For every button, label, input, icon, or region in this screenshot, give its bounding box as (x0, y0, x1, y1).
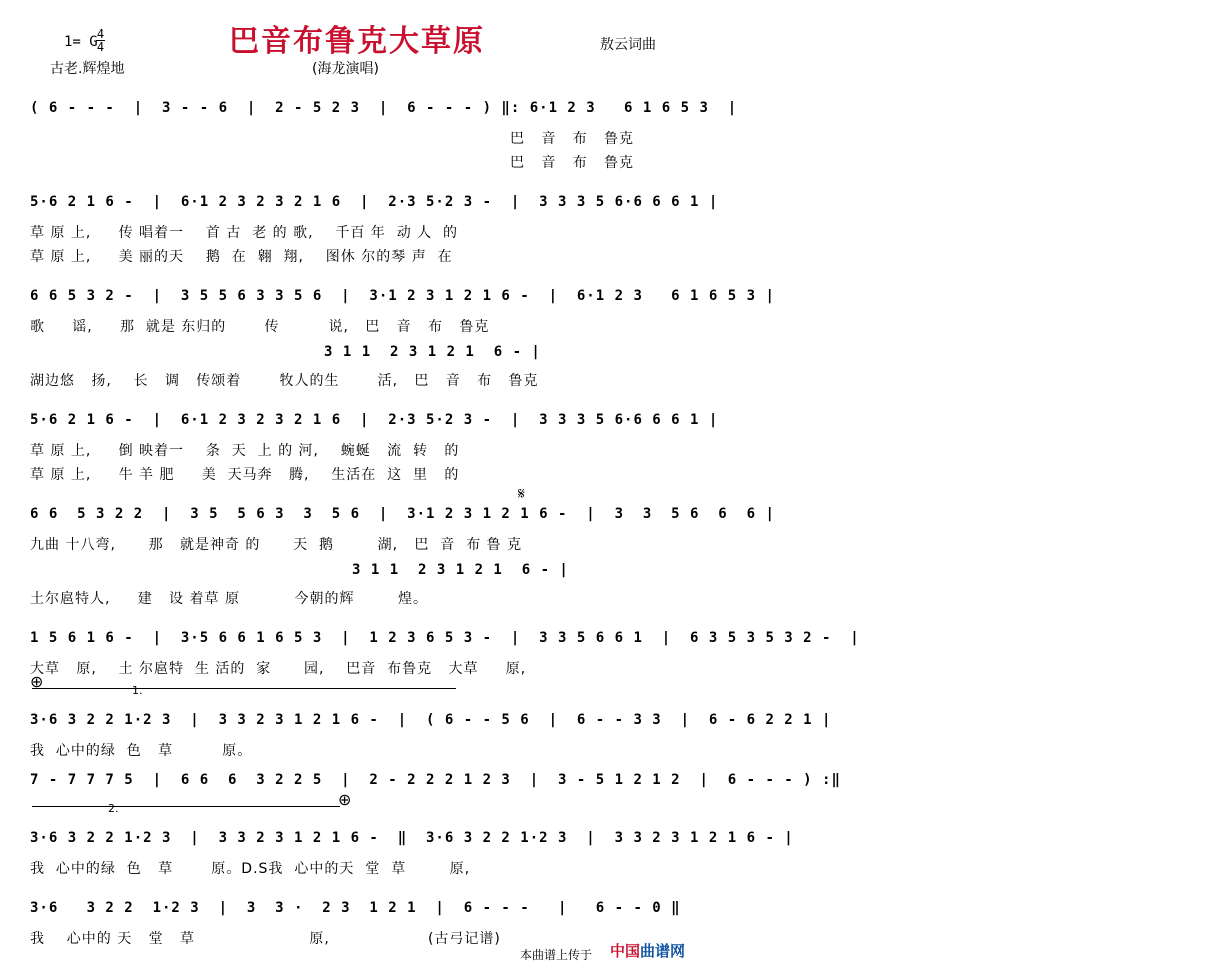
site-logo-red: 中国 (610, 942, 641, 960)
singer: (海龙演唱) (312, 61, 379, 77)
notation-line: ( 6 - - - | 3 - - 6 | 2 - 5 2 3 | 6 - - - ) ‖: 6·1 2 3 6 1 6 5 3 | (30, 100, 738, 116)
notation-line: 1 5 6 1 6 - | 3·5 6 6 1 6 5 3 | 1 2 3 6 5 3 - | 3 3 5 6 6 1 | 6 3 5 3 5 3 2 - | (30, 630, 860, 646)
coda-marker-2: ⊕ (338, 790, 352, 809)
footer-text: 本曲谱上传于 (520, 948, 593, 962)
time-signature (96, 28, 105, 53)
lyric-line: 九曲 十八弯, 那 就是神奇 的 天 鹅 湖, 巴 音 布 鲁 克 (30, 537, 523, 553)
lyric-line: 草 原 上, 美 丽的天 鹅 在 翱 翔, 图休 尔的琴 声 在 (30, 249, 453, 265)
lyric-line: 巴 音 布 鲁克 (510, 131, 635, 147)
lyric-line: 草 原 上, 倒 映着一 条 天 上 的 河, 蜿蜒 流 转 的 (30, 443, 460, 459)
notation-line: 7 - 7 7 7 5 | 6 6 6 3 2 2 5 | 2 - 2 2 2 1 2 3 | 3 - 5 1 2 1 2 | 6 - - - ) :‖ (30, 772, 841, 788)
composer: 敖云词曲 (600, 37, 656, 53)
key-signature: 1= G (64, 34, 98, 50)
lyric-line: 草 原 上, 传 唱着一 首 古 老 的 歌, 千百 年 动 人 的 (30, 225, 459, 241)
notation-line: 3 1 1 2 3 1 2 1 6 - | (324, 344, 541, 360)
notation-line: 5·6 2 1 6 - | 6·1 2 3 2 3 2 1 6 | 2·3 5·2 3 - | 3 3 3 5 6·6 6 6 1 | (30, 412, 719, 428)
page-title: 巴音布鲁克大草原 (229, 24, 485, 59)
notation-line: 3·6 3 2 2 1·2 3 | 3 3 · 2 3 1 2 1 | 6 - - - | 6 - - 0 ‖ (30, 900, 681, 916)
segno-marker: 𝄋 (518, 484, 525, 503)
notation-line: 6 6 5 3 2 - | 3 5 5 6 3 3 5 6 | 3·1 2 3 1 2 1 6 - | 6·1 2 3 6 1 6 5 3 | (30, 288, 775, 304)
site-logo (610, 940, 685, 961)
volta-2: 2. (108, 802, 119, 815)
volta-1-bracket (32, 688, 456, 689)
site-logo-blue: 曲谱网 (640, 942, 686, 960)
lyric-line: 歌 谣, 那 就是 东归的 传 说, 巴 音 布 鲁克 (30, 319, 490, 335)
lyric-line: 巴 音 布 鲁克 (510, 155, 635, 171)
lyric-line: 土尔扈特人, 建 设 着草 原 今朝的辉 煌。 (30, 591, 429, 607)
lyric-line: 我 心中的绿 色 草 原。 (30, 743, 253, 759)
lyric-line: 大草 原, 土 尔扈特 生 活的 家 园, 巴音 布鲁克 大草 原, (30, 661, 527, 677)
notation-line: 3·6 3 2 2 1·2 3 | 3 3 2 3 1 2 1 6 - | ( 6 - - 5 6 | 6 - - 3 3 | 6 - 6 2 2 1 | (30, 712, 832, 728)
time-top: 4 (96, 27, 105, 41)
notation-line: 3·6 3 2 2 1·2 3 | 3 3 2 3 1 2 1 6 - ‖ 3·6 3 2 2 1·2 3 | 3 3 2 3 1 2 1 6 - | (30, 830, 794, 846)
lyric-line: 我 心中的 天 堂 草 原, (古弓记谱) (30, 931, 501, 947)
lyric-line: 草 原 上, 牛 羊 肥 美 天马奔 腾, 生活在 这 里 的 (30, 467, 460, 483)
volta-2-bracket (32, 806, 340, 807)
lyric-line: 湖边悠 扬, 长 调 传颂着 牧人的生 活, 巴 音 布 鲁克 (30, 373, 539, 389)
time-bottom: 4 (96, 40, 105, 54)
notation-line: 5·6 2 1 6 - | 6·1 2 3 2 3 2 1 6 | 2·3 5·2 3 - | 3 3 3 5 6·6 6 6 1 | (30, 194, 719, 210)
tempo-style: 古老.辉煌地 (50, 61, 125, 77)
notation-line: 6 6 5 3 2 2 | 3 5 5 6 3 3 5 6 | 3·1 2 3 1 2 1 6 - | 3 3 5 6 6 6 | (30, 506, 775, 522)
notation-line: 3 1 1 2 3 1 2 1 6 - | (352, 562, 569, 578)
lyric-line: 我 心中的绿 色 草 原。D.S我 心中的天 堂 草 原, (30, 861, 471, 877)
coda-marker: ⊕ (30, 672, 44, 691)
volta-1: 1. (132, 684, 143, 697)
